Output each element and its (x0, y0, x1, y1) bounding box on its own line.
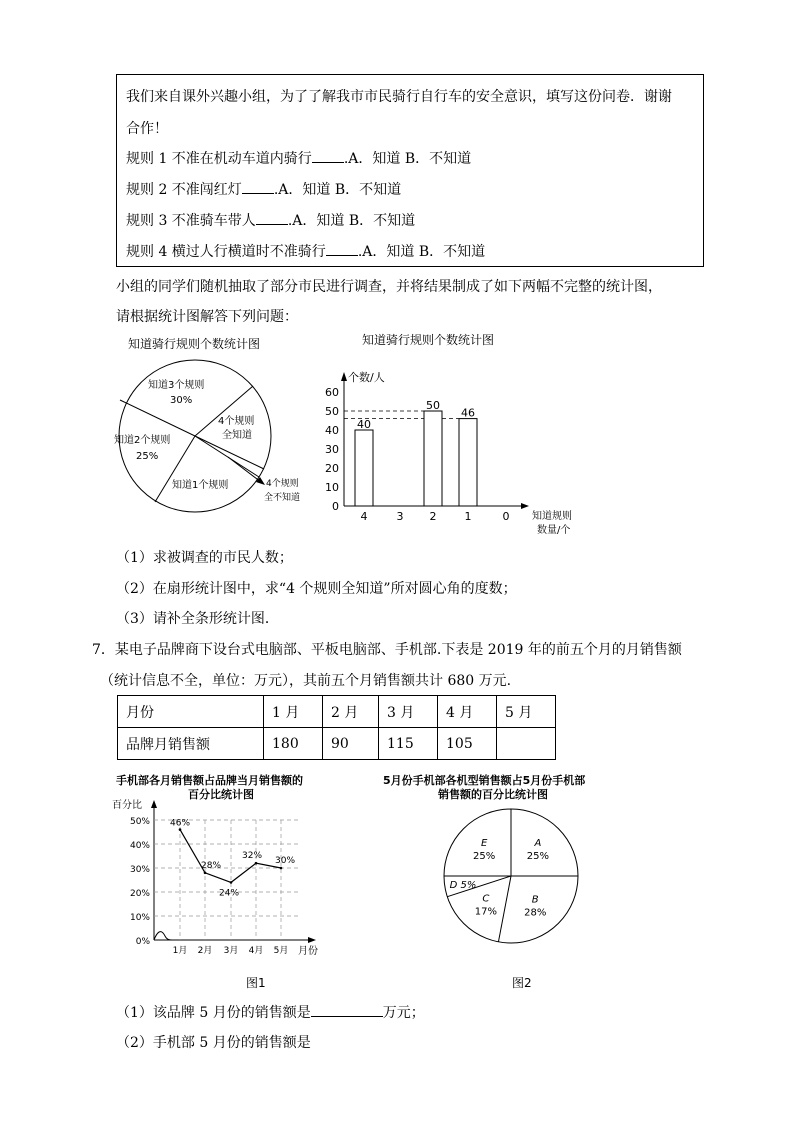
table-cell: 1 月 (264, 696, 323, 728)
bar-value-label: 40 (357, 418, 371, 431)
q6-desc-2: 请根据统计图解答下列问题： (116, 309, 298, 325)
line-point (255, 862, 258, 865)
table-cell: 月份 (118, 696, 264, 728)
pie2-pct-C: 17% (474, 906, 497, 918)
pie1-divider-4 (195, 436, 259, 477)
bar-2 (424, 411, 442, 506)
survey-rule-1: 规则 1 不准在机动车道内骑行 .A．知道 B．不知道 (126, 151, 472, 167)
pie1-pointer-line (228, 457, 261, 482)
bar-y-tick: 30 (325, 443, 339, 456)
pie1-label-0b: 全不知道 (264, 493, 301, 503)
bar-x-label-2: 数量/个 (537, 525, 571, 536)
line-x-tick: 2月 (197, 946, 213, 956)
pie2-caption: 图2 (512, 976, 532, 990)
line-y-tick: 10% (129, 913, 150, 923)
survey-intro-2: 合作！ (126, 121, 168, 137)
pie2-pct-E: 25% (473, 851, 496, 863)
line-y-tick: 0% (135, 937, 150, 947)
line-axis-break (154, 932, 172, 940)
pie1-label-0a: 4个规则 (266, 479, 299, 489)
bar-4 (355, 430, 373, 506)
bar-x-tick: 3 (396, 510, 404, 523)
pie1-label-4b: 全知道 (222, 430, 252, 441)
table-cell: 90 (323, 728, 379, 760)
line-x-tick: 4月 (248, 946, 264, 956)
line-y-label: 百分比 (112, 800, 142, 811)
pie2-pct-A: 25% (526, 851, 549, 863)
bar-x-tick: 0 (502, 510, 510, 523)
table-row (118, 728, 556, 760)
pie1-divider-1 (195, 386, 253, 436)
q7-sub-1: （1）该品牌 5 月份的销售额是 万元； (116, 1005, 425, 1021)
pie1-title: 知道骑行规则个数统计图 (128, 337, 261, 351)
bar-value-label: 50 (426, 399, 440, 412)
line-y-tick: 20% (129, 889, 150, 899)
pie1-pointer-arrow (256, 477, 265, 485)
table-cell: 品牌月销售额 (118, 728, 264, 760)
pie2-label-D: D 5% (449, 879, 477, 891)
q7-line-2: （统计信息不全，单位：万元），其前五个月销售额共计 680 万元. (100, 673, 512, 689)
bar-y-tick: 20 (325, 462, 339, 475)
bar-y-tick: 10 (325, 481, 339, 494)
line-point-label: 30% (275, 856, 296, 866)
line-y-arrow (151, 800, 157, 808)
bar-chart (310, 362, 600, 537)
survey-rule-4: 规则 4 横过人行横道时不准骑行 .A．知道 B．不知道 (126, 244, 486, 260)
bar-x-tick: 1 (464, 510, 472, 523)
q6-sub-3: （3）请补全条形统计图． (116, 611, 279, 627)
pie1-label-2: 知道2个规则 (114, 435, 171, 446)
table-cell: 2 月 (323, 696, 379, 728)
pie2-pct-B: 28% (524, 907, 547, 919)
bar-y-tick: 50 (325, 405, 339, 418)
bar-1 (459, 419, 477, 506)
bar-x-arrow (521, 503, 529, 509)
line-point (179, 828, 182, 831)
pie1-pct-2: 25% (136, 451, 159, 462)
line-title-2: 百分比统计图 (188, 788, 254, 801)
table-cell (497, 728, 556, 760)
q6-desc-1: 小组的同学们随机抽取了部分市民进行调查，并将结果制成了如下两幅不完整的统计图， (116, 279, 662, 295)
line-x-label: 月份 (298, 946, 318, 957)
line-point-label: 46% (170, 818, 191, 829)
bar-y-arrow (341, 372, 347, 381)
bar-y-tick: 0 (332, 500, 339, 513)
line-y-tick: 30% (129, 865, 150, 875)
table-cell: 3 月 (379, 696, 438, 728)
table-cell: 180 (264, 728, 323, 760)
line-x-tick: 1月 (172, 946, 188, 956)
bar-x-label-1: 知道规则 (532, 511, 572, 522)
bar-y-label: 个数/人 (348, 371, 385, 384)
table-cell: 105 (438, 728, 497, 760)
line-point-label: 32% (242, 851, 263, 862)
pie1-label-1: 知道1个规则 (172, 480, 229, 491)
line-x-tick: 5月 (273, 946, 289, 956)
pie1-label-3: 知道3个规则 (148, 380, 205, 391)
line-series (180, 830, 281, 883)
pie2-label-A: A (534, 838, 542, 850)
table-cell: 115 (379, 728, 438, 760)
pie1-pct-3: 30% (170, 395, 193, 406)
line-y-tick: 50% (129, 817, 150, 827)
bar-x-tick: 4 (360, 510, 368, 523)
q7-sub-2: （2）手机部 5 月份的销售额是 (116, 1035, 311, 1051)
sales-table (117, 695, 556, 760)
survey-rule-2: 规则 2 不准闯红灯 .A．知道 B．不知道 (126, 182, 402, 198)
bar-x-tick: 2 (429, 510, 437, 523)
q7-line-1: 7．某电子品牌商下设台式电脑部、平板电脑部、手机部.下表是 2019 年的前五个月的月销售额 (92, 642, 682, 658)
q6-sub-1: （1）求被调查的市民人数； (116, 550, 293, 566)
line-point (280, 867, 283, 870)
survey-intro-1: 我们来自课外兴趣小组，为了了解我市市民骑行自行车的安全意识，填写这份问卷．谢谢 (126, 89, 672, 105)
table-row (118, 696, 556, 728)
pie2-label-C: C (482, 893, 490, 905)
table-cell: 5 月 (497, 696, 556, 728)
pie1-chart (108, 352, 318, 522)
q6-sub-2: （2）在扇形统计图中，求“4 个规则全知道”所对圆心角的度数； (116, 581, 517, 597)
line-point (230, 881, 233, 884)
line-y-tick: 40% (129, 841, 150, 851)
pie2-label-B: B (531, 894, 539, 906)
line-chart (110, 796, 340, 961)
bar-y-tick: 60 (325, 386, 339, 399)
pie1-label-4a: 4个规则 (218, 416, 255, 427)
line-title-1: 手机部各月销售额占品牌当月销售额的 (116, 774, 303, 787)
pie2-title-1: 5月份手机部各机型销售额占5月份手机部 (383, 774, 586, 787)
pie2-title-2: 销售额的百分比统计图 (438, 788, 548, 801)
bar-value-label: 46 (461, 406, 475, 420)
line-caption: 图1 (246, 976, 266, 990)
pie2-chart (436, 804, 586, 954)
line-x-arrow (308, 937, 316, 943)
line-point-label: 24% (219, 888, 240, 899)
line-x-tick: 3月 (223, 946, 239, 956)
bar-title: 知道骑行规则个数统计图 (362, 333, 495, 347)
survey-rule-3: 规则 3 不准骑车带人 .A．知道 B．不知道 (126, 213, 416, 229)
pie2-label-E: E (480, 838, 488, 850)
line-point (204, 872, 207, 875)
bar-y-tick: 40 (325, 424, 339, 437)
table-cell: 4 月 (438, 696, 497, 728)
line-point-label: 28% (201, 860, 222, 871)
